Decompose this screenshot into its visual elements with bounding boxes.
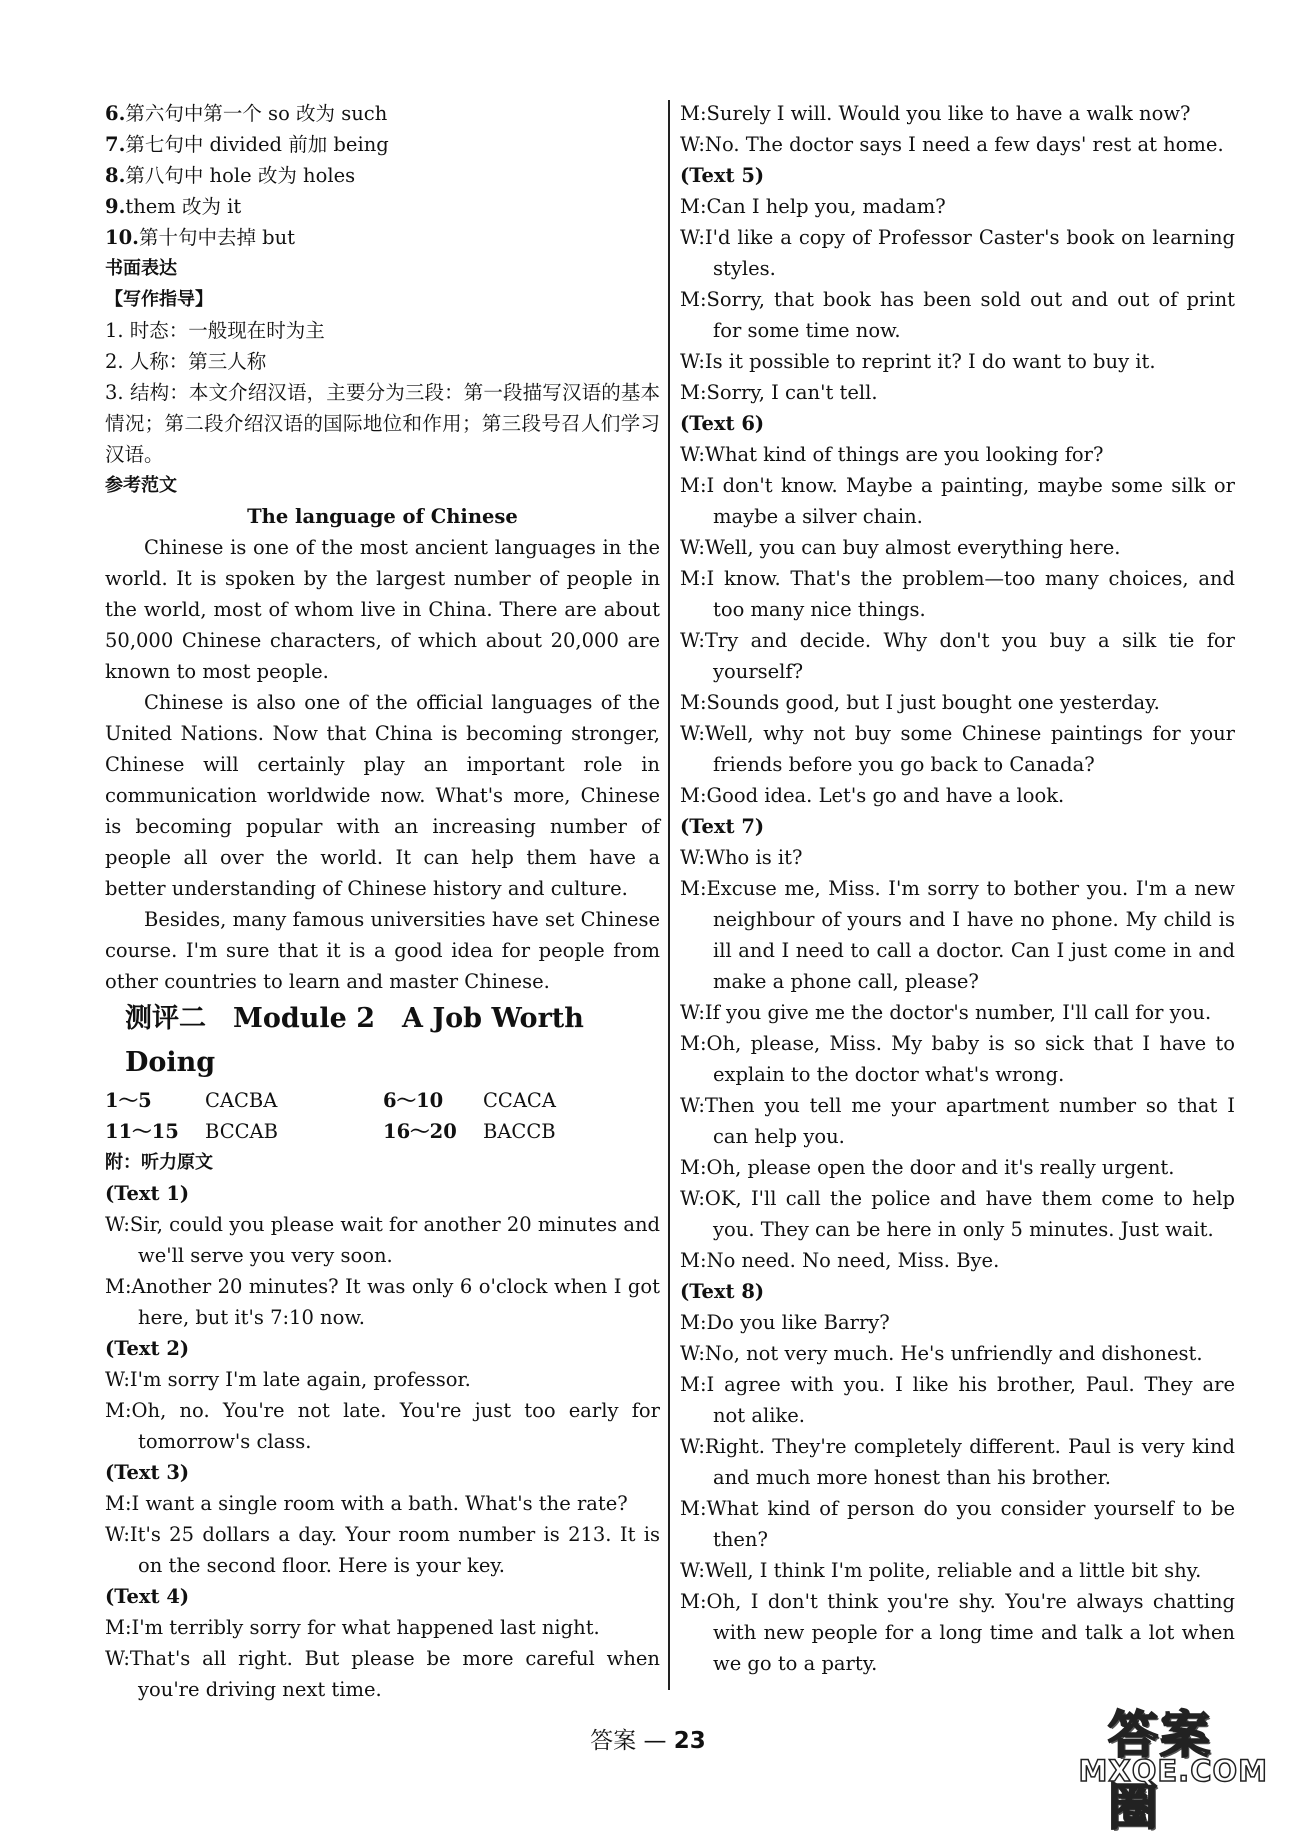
- dialogue-line: M:Good idea. Let's go and have a look.: [680, 784, 1065, 807]
- text-label: (Text 6): [680, 412, 765, 435]
- dialogue-line: W:I'm sorry I'm late again, professor.: [105, 1368, 471, 1391]
- text-label: (Text 4): [105, 1585, 190, 1608]
- dialogue-line: M:Oh, no. You're not late. You're just too early for tomorrow's class.: [105, 1399, 660, 1453]
- dialogue-line: M:Another 20 minutes? It was only 6 o'clock when I got here, but it's 7:10 now.: [105, 1275, 660, 1329]
- correction-item: 8.第八句中 hole 改为 holes: [105, 164, 356, 187]
- dialogue-line: M:Sorry, that book has been sold out and out of print for some time now.: [680, 288, 1235, 342]
- dialogue-line: W:Then you tell me your apartment number so that I can help you.: [680, 1094, 1235, 1148]
- footer-label: 答案: [590, 1728, 637, 1754]
- dialogue-line: W:It's 25 dollars a day. Your room number is 213. It is on the second floor. Here is your key.: [105, 1523, 660, 1577]
- dialogue-line: W:Sir, could you please wait for another 20 minutes and we'll serve you very soon.: [105, 1213, 660, 1267]
- footer-dash: —: [643, 1728, 667, 1754]
- guide-item: 2. 人称：第三人称: [105, 350, 267, 373]
- dialogue-line: M:Oh, please open the door and it's really urgent.: [680, 1156, 1175, 1179]
- left-column: [105, 98, 660, 1705]
- guide-heading: 【写作指导】: [105, 289, 213, 310]
- dialogue-line: W:Well, I think I'm polite, reliable and a little bit shy.: [680, 1559, 1202, 1582]
- dialogue-line: M:Can I help you, madam?: [680, 195, 946, 218]
- correction-item: 9.them 改为 it: [105, 195, 242, 218]
- dialogue-line: W:No. The doctor says I need a few days' rest at home.: [680, 133, 1224, 156]
- text-label: (Text 2): [105, 1337, 190, 1360]
- dialogue-line: M:I'm terribly sorry for what happened last night.: [105, 1616, 600, 1639]
- dialogue-line: M:I don't know. Maybe a painting, maybe some silk or maybe a silver chain.: [680, 474, 1235, 528]
- dialogue-line: M:What kind of person do you consider yourself to be then?: [680, 1497, 1235, 1551]
- dialogue-line: M:Surely I will. Would you like to have a walk now?: [680, 102, 1191, 125]
- listening-heading: 附：听力原文: [105, 1152, 213, 1173]
- essay-title: The language of Chinese: [247, 505, 518, 528]
- text-label: (Text 8): [680, 1280, 765, 1303]
- dialogue-line: M:Oh, please, Miss. My baby is so sick that I have to explain to the doctor what's wrong.: [680, 1032, 1235, 1086]
- dialogue-line: W:What kind of things are you looking for?: [680, 443, 1104, 466]
- dialogue-line: M:I know. That's the problem—too many choices, and too many nice things.: [680, 567, 1235, 621]
- section-title: 测评二 Module 2 A Job Worth Doing: [125, 1003, 584, 1078]
- dialogue-line: M:Sorry, I can't tell.: [680, 381, 878, 404]
- text-label: (Text 7): [680, 815, 765, 838]
- text-label: (Text 3): [105, 1461, 190, 1484]
- essay-paragraph: Chinese is one of the most ancient languages in the world. It is spoken by the largest number of people in the world, most of whom live in China. There are about 50,000 Chinese characters, of which about 20,000 are known to most people.: [105, 536, 660, 683]
- guide-item: 3. 结构：本文介绍汉语，主要分为三段：第一段描写汉语的基本情况；第二段介绍汉语的国际地位和作用；第三段号召人们学习汉语。: [105, 381, 660, 466]
- dialogue-line: W:OK, I'll call the police and have them come to help you. They can be here in only 5 minutes. Just wait.: [680, 1187, 1235, 1241]
- dialogue-line: W:Try and decide. Why don't you buy a silk tie for yourself?: [680, 629, 1235, 683]
- answer-row: 1～5 CACBA 6～10 CCACA: [105, 1089, 556, 1112]
- correction-item: 10.第十句中去掉 but: [105, 226, 296, 249]
- dialogue-line: M:I want a single room with a bath. What's the rate?: [105, 1492, 628, 1515]
- text-label: (Text 5): [680, 164, 765, 187]
- dialogue-line: M:Excuse me, Miss. I'm sorry to bother you. I'm a new neighbour of yours and I have no phone. My child is ill and I need to call a doctor. Can I just come in and make a phone call, please?: [680, 877, 1235, 993]
- right-column: [680, 98, 1235, 1679]
- dialogue-line: M:Sounds good, but I just bought one yesterday.: [680, 691, 1160, 714]
- correction-item: 7.第七句中 divided 前加 being: [105, 133, 389, 156]
- watermark-top: 答案圈: [1108, 1706, 1212, 1836]
- column-divider: [668, 100, 670, 1690]
- dialogue-line: W:Who is it?: [680, 846, 803, 869]
- dialogue-line: W:Right. They're completely different. Paul is very kind and much more honest than his brother.: [680, 1435, 1235, 1489]
- watermark-bottom: MXQE.COM: [1078, 1754, 1268, 1788]
- essay-paragraph: Besides, many famous universities have set Chinese course. I'm sure that it is a good idea for people from other countries to learn and master Chinese.: [105, 908, 660, 993]
- answer-row: 11～15 BCCAB 16～20 BACCB: [105, 1120, 556, 1143]
- dialogue-line: W:Well, why not buy some Chinese paintings for your friends before you go back to Canada?: [680, 722, 1235, 776]
- dialogue-line: W:Well, you can buy almost everything here.: [680, 536, 1121, 559]
- dialogue-line: W:That's all right. But please be more careful when you're driving next time.: [105, 1647, 660, 1701]
- dialogue-line: W:If you give me the doctor's number, I'll call for you.: [680, 1001, 1212, 1024]
- correction-item: 6.第六句中第一个 so 改为 such: [105, 102, 388, 125]
- dialogue-line: M:I agree with you. I like his brother, Paul. They are not alike.: [680, 1373, 1235, 1427]
- dialogue-line: M:Oh, I don't think you're shy. You're always chatting with new people for a long time and talk a lot when we go to a party.: [680, 1590, 1235, 1675]
- dialogue-line: W:Is it possible to reprint it? I do want to buy it.: [680, 350, 1156, 373]
- dialogue-line: M:Do you like Barry?: [680, 1311, 890, 1334]
- essay-paragraph: Chinese is also one of the official languages of the United Nations. Now that China is becoming stronger, Chinese will certainly play an important role in communication worldwide now. What's more, Chinese is becoming popular with an increasing number of people all over the world. It can help them have a better understanding of Chinese history and culture.: [105, 691, 660, 900]
- writing-heading: 书面表达: [105, 258, 177, 279]
- dialogue-line: M:No need. No need, Miss. Bye.: [680, 1249, 1000, 1272]
- dialogue-line: W:No, not very much. He's unfriendly and dishonest.: [680, 1342, 1203, 1365]
- page-footer: [0, 1722, 1296, 1755]
- sample-heading: 参考范文: [105, 475, 177, 496]
- dialogue-line: W:I'd like a copy of Professor Caster's book on learning styles.: [680, 226, 1235, 280]
- guide-item: 1. 时态：一般现在时为主: [105, 319, 325, 342]
- watermark-logo: [1078, 1695, 1268, 1836]
- page-number: 23: [673, 1728, 706, 1754]
- text-label: (Text 1): [105, 1182, 190, 1205]
